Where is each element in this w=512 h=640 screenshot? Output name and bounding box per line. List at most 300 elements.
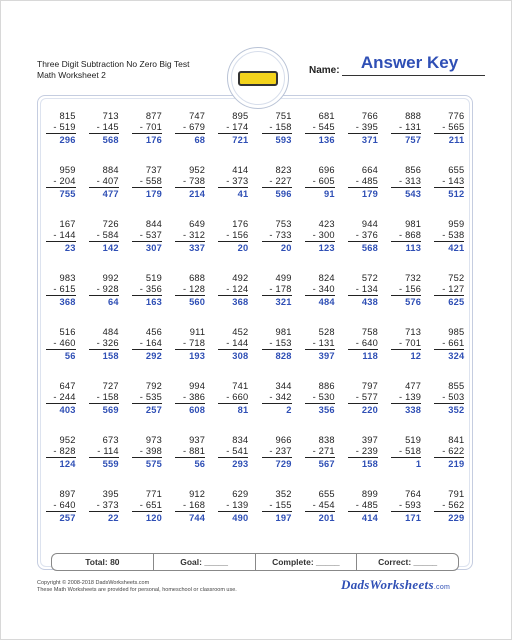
minuend: 713 bbox=[102, 111, 119, 121]
subtraction-problem bbox=[298, 273, 341, 327]
problem-stack bbox=[175, 327, 205, 362]
difference-answer: 567 bbox=[318, 459, 335, 469]
minuend: 877 bbox=[145, 111, 162, 121]
problem-stack bbox=[262, 381, 292, 416]
problem-stack bbox=[434, 111, 464, 146]
problem-stack bbox=[218, 219, 248, 254]
subtrahend: - 239 bbox=[348, 446, 378, 459]
subtraction-problem bbox=[125, 111, 168, 165]
minuend: 751 bbox=[275, 111, 292, 121]
minuend: 992 bbox=[102, 273, 119, 283]
difference-answer: 201 bbox=[318, 513, 335, 523]
subtraction-problem bbox=[298, 381, 341, 435]
subtrahend: - 541 bbox=[218, 446, 248, 459]
subtraction-problem bbox=[385, 219, 428, 273]
problem-stack bbox=[262, 327, 292, 362]
difference-answer: 220 bbox=[361, 405, 378, 415]
problem-stack bbox=[348, 273, 378, 308]
problem-stack bbox=[305, 489, 335, 524]
subtrahend: - 373 bbox=[89, 500, 119, 513]
minuend: 727 bbox=[102, 381, 119, 391]
subtrahend: - 164 bbox=[132, 338, 162, 351]
problem-stack bbox=[391, 381, 421, 416]
problem-stack bbox=[175, 435, 205, 470]
problem-stack bbox=[305, 381, 335, 416]
problem-stack bbox=[89, 435, 119, 470]
subtraction-problem bbox=[341, 219, 384, 273]
subtraction-problem bbox=[82, 273, 125, 327]
subtrahend: - 376 bbox=[348, 230, 378, 243]
difference-answer: 403 bbox=[59, 405, 76, 415]
subtrahend: - 660 bbox=[218, 392, 248, 405]
difference-answer: 219 bbox=[448, 459, 465, 469]
problem-stack bbox=[218, 165, 248, 200]
subtrahend: - 158 bbox=[89, 392, 119, 405]
subtrahend: - 565 bbox=[434, 122, 464, 135]
subtraction-problem bbox=[428, 489, 471, 543]
minuend: 741 bbox=[232, 381, 249, 391]
problem-stack bbox=[132, 165, 162, 200]
copyright-line-1: Copyright © 2008-2018 DadsWorksheets.com bbox=[37, 580, 150, 586]
problem-stack bbox=[348, 381, 378, 416]
difference-answer: 23 bbox=[64, 243, 76, 253]
subtrahend: - 503 bbox=[434, 392, 464, 405]
subtraction-problem bbox=[428, 165, 471, 219]
difference-answer: 371 bbox=[361, 135, 378, 145]
difference-answer: 625 bbox=[448, 297, 465, 307]
problem-stack bbox=[89, 273, 119, 308]
complete-field: Complete: _____ bbox=[256, 554, 358, 570]
minuend: 764 bbox=[405, 489, 422, 499]
problem-stack bbox=[175, 489, 205, 524]
subtraction-problem bbox=[82, 111, 125, 165]
minuend: 414 bbox=[232, 165, 249, 175]
subtraction-problem bbox=[298, 219, 341, 273]
minuend: 516 bbox=[59, 327, 76, 337]
subtraction-problem bbox=[212, 327, 255, 381]
title-line-1: Three Digit Subtraction No Zero Big Test bbox=[37, 59, 190, 69]
minuend: 912 bbox=[189, 489, 206, 499]
difference-answer: 179 bbox=[361, 189, 378, 199]
minuend: 395 bbox=[102, 489, 119, 499]
minuend: 528 bbox=[318, 327, 335, 337]
subtrahend: - 398 bbox=[132, 446, 162, 459]
subtraction-problem bbox=[125, 219, 168, 273]
subtrahend: - 373 bbox=[218, 176, 248, 189]
subtraction-problem bbox=[428, 273, 471, 327]
minuend: 981 bbox=[405, 219, 422, 229]
minuend: 766 bbox=[361, 111, 378, 121]
difference-answer: 118 bbox=[362, 351, 378, 361]
difference-answer: 721 bbox=[232, 135, 249, 145]
problem-stack bbox=[391, 111, 421, 146]
subtrahend: - 701 bbox=[391, 338, 421, 351]
problem-stack bbox=[89, 489, 119, 524]
problem-stack bbox=[89, 165, 119, 200]
problem-stack bbox=[262, 273, 292, 308]
subtrahend: - 313 bbox=[391, 176, 421, 189]
difference-answer: 158 bbox=[361, 459, 378, 469]
difference-answer: 568 bbox=[361, 243, 378, 253]
difference-answer: 171 bbox=[405, 513, 422, 523]
difference-answer: 193 bbox=[189, 351, 206, 361]
problem-stack bbox=[218, 327, 248, 362]
subtraction-problem bbox=[212, 111, 255, 165]
minuend: 985 bbox=[448, 327, 465, 337]
subtrahend: - 204 bbox=[46, 176, 76, 189]
total-count: Total: 80 bbox=[52, 554, 154, 570]
subtraction-problem bbox=[169, 273, 212, 327]
subtraction-problem bbox=[82, 381, 125, 435]
difference-answer: 560 bbox=[189, 297, 206, 307]
score-bar bbox=[51, 553, 459, 571]
difference-answer: 477 bbox=[102, 189, 119, 199]
difference-answer: 64 bbox=[108, 297, 119, 307]
subtrahend: - 605 bbox=[305, 176, 335, 189]
difference-answer: 22 bbox=[108, 513, 119, 523]
problem-stack bbox=[348, 435, 378, 470]
difference-answer: 596 bbox=[275, 189, 292, 199]
name-label: Name: bbox=[309, 65, 340, 76]
subtrahend: - 326 bbox=[89, 338, 119, 351]
subtrahend: - 168 bbox=[175, 500, 205, 513]
difference-answer: 56 bbox=[64, 351, 76, 361]
subtrahend: - 651 bbox=[132, 500, 162, 513]
minuend: 344 bbox=[275, 381, 292, 391]
problem-stack bbox=[46, 381, 76, 416]
subtraction-problem bbox=[428, 381, 471, 435]
problem-stack bbox=[434, 435, 464, 470]
subtraction-problem bbox=[298, 165, 341, 219]
problem-stack bbox=[305, 435, 335, 470]
subtrahend: - 584 bbox=[89, 230, 119, 243]
subtraction-problem bbox=[125, 435, 168, 489]
difference-answer: 41 bbox=[237, 189, 249, 199]
subtrahend: - 144 bbox=[46, 230, 76, 243]
difference-answer: 321 bbox=[275, 297, 292, 307]
subtrahend: - 300 bbox=[305, 230, 335, 243]
subtraction-problem bbox=[255, 435, 298, 489]
subtrahend: - 386 bbox=[175, 392, 205, 405]
problem-stack bbox=[175, 111, 205, 146]
minuend: 791 bbox=[448, 489, 465, 499]
minuend: 824 bbox=[318, 273, 335, 283]
subtraction-problem bbox=[82, 165, 125, 219]
difference-answer: 757 bbox=[405, 135, 422, 145]
problem-stack bbox=[434, 489, 464, 524]
minuend: 959 bbox=[448, 219, 465, 229]
minuend: 895 bbox=[232, 111, 249, 121]
goal-field: Goal: _____ bbox=[154, 554, 256, 570]
subtrahend: - 622 bbox=[434, 446, 464, 459]
minuend: 834 bbox=[232, 435, 249, 445]
subtraction-problem bbox=[125, 327, 168, 381]
difference-answer: 337 bbox=[189, 243, 206, 253]
subtrahend: - 718 bbox=[175, 338, 205, 351]
difference-answer: 1 bbox=[415, 459, 422, 469]
difference-answer: 308 bbox=[232, 351, 249, 361]
subtraction-problem bbox=[255, 489, 298, 543]
subtraction-problem bbox=[341, 165, 384, 219]
subtrahend: - 679 bbox=[175, 122, 205, 135]
subtrahend: - 178 bbox=[262, 284, 292, 297]
answer-key-title: Answer Key bbox=[360, 53, 459, 72]
subtrahend: - 733 bbox=[262, 230, 292, 243]
subtraction-problem bbox=[341, 327, 384, 381]
minuend: 844 bbox=[145, 219, 162, 229]
minuend: 397 bbox=[361, 435, 378, 445]
difference-answer: 176 bbox=[145, 135, 162, 145]
problem-stack bbox=[391, 273, 421, 308]
subtrahend: - 545 bbox=[305, 122, 335, 135]
minuend: 886 bbox=[318, 381, 335, 391]
difference-answer: 568 bbox=[102, 135, 119, 145]
problem-stack bbox=[434, 165, 464, 200]
subtraction-problem bbox=[212, 273, 255, 327]
subtrahend: - 615 bbox=[46, 284, 76, 297]
subtraction-problem bbox=[385, 489, 428, 543]
subtrahend: - 156 bbox=[218, 230, 248, 243]
minuend: 673 bbox=[102, 435, 119, 445]
minuend: 681 bbox=[318, 111, 335, 121]
subtraction-problem bbox=[39, 219, 82, 273]
problem-stack bbox=[89, 219, 119, 254]
difference-answer: 158 bbox=[102, 351, 119, 361]
minuend: 572 bbox=[361, 273, 378, 283]
problem-stack bbox=[348, 489, 378, 524]
subtraction-problem bbox=[212, 165, 255, 219]
problem-grid bbox=[39, 111, 471, 543]
subtraction-problem bbox=[255, 273, 298, 327]
difference-answer: 559 bbox=[102, 459, 119, 469]
subtrahend: - 342 bbox=[262, 392, 292, 405]
problem-stack bbox=[46, 435, 76, 470]
subtrahend: - 485 bbox=[348, 176, 378, 189]
difference-answer: 293 bbox=[232, 459, 249, 469]
problem-stack bbox=[132, 381, 162, 416]
minuend: 655 bbox=[318, 489, 335, 499]
subtrahend: - 134 bbox=[348, 284, 378, 297]
problem-stack bbox=[89, 111, 119, 146]
difference-answer: 113 bbox=[405, 243, 422, 253]
subtraction-problem bbox=[82, 435, 125, 489]
problem-stack bbox=[262, 219, 292, 254]
problem-stack bbox=[262, 165, 292, 200]
minuend: 499 bbox=[275, 273, 292, 283]
minuend: 649 bbox=[189, 219, 206, 229]
subtraction-problem bbox=[169, 219, 212, 273]
problem-stack bbox=[348, 111, 378, 146]
subtrahend: - 174 bbox=[218, 122, 248, 135]
subtraction-problem bbox=[39, 489, 82, 543]
minuend: 747 bbox=[189, 111, 206, 121]
subtrahend: - 139 bbox=[218, 500, 248, 513]
subtraction-problem bbox=[341, 381, 384, 435]
minuend: 981 bbox=[275, 327, 292, 337]
problem-stack bbox=[218, 489, 248, 524]
minuend: 937 bbox=[189, 435, 206, 445]
difference-answer: 352 bbox=[448, 405, 465, 415]
subtraction-problem bbox=[341, 435, 384, 489]
minuend: 477 bbox=[405, 381, 422, 391]
subtrahend: - 227 bbox=[262, 176, 292, 189]
problem-stack bbox=[391, 435, 421, 470]
correct-field: Correct: _____ bbox=[378, 557, 438, 567]
difference-answer: 257 bbox=[145, 405, 162, 415]
subtraction-problem bbox=[298, 489, 341, 543]
minuend: 758 bbox=[361, 327, 378, 337]
subtrahend: - 158 bbox=[262, 122, 292, 135]
minuend: 897 bbox=[59, 489, 76, 499]
subtrahend: - 407 bbox=[89, 176, 119, 189]
difference-answer: 20 bbox=[237, 243, 249, 253]
subtraction-problem bbox=[428, 111, 471, 165]
minuend: 911 bbox=[189, 327, 206, 337]
subtrahend: - 535 bbox=[132, 392, 162, 405]
problem-stack bbox=[89, 327, 119, 362]
minuend: 752 bbox=[448, 273, 465, 283]
worksheet-title bbox=[37, 59, 189, 81]
subtraction-problem bbox=[212, 435, 255, 489]
subtraction-problem bbox=[82, 219, 125, 273]
problem-stack bbox=[132, 219, 162, 254]
problem-stack bbox=[305, 165, 335, 200]
subtrahend: - 661 bbox=[434, 338, 464, 351]
difference-answer: 338 bbox=[405, 405, 422, 415]
subtraction-problem bbox=[341, 111, 384, 165]
subtrahend: - 738 bbox=[175, 176, 205, 189]
minuend: 841 bbox=[448, 435, 465, 445]
minuend: 797 bbox=[361, 381, 378, 391]
subtrahend: - 640 bbox=[348, 338, 378, 351]
subtrahend: - 114 bbox=[89, 446, 119, 459]
difference-answer: 484 bbox=[318, 297, 335, 307]
subtrahend: - 530 bbox=[305, 392, 335, 405]
minuend: 983 bbox=[59, 273, 76, 283]
subtrahend: - 237 bbox=[262, 446, 292, 459]
subtraction-problem bbox=[255, 327, 298, 381]
subtrahend: - 356 bbox=[132, 284, 162, 297]
difference-answer: 124 bbox=[59, 459, 76, 469]
problem-stack bbox=[348, 219, 378, 254]
subtraction-problem bbox=[385, 165, 428, 219]
minuend: 688 bbox=[189, 273, 206, 283]
subtrahend: - 145 bbox=[89, 122, 119, 135]
difference-answer: 438 bbox=[361, 297, 378, 307]
minuend: 838 bbox=[318, 435, 335, 445]
difference-answer: 543 bbox=[405, 189, 422, 199]
subtraction-problem bbox=[39, 165, 82, 219]
minuend: 792 bbox=[145, 381, 162, 391]
difference-answer: 179 bbox=[145, 189, 162, 199]
subtrahend: - 153 bbox=[262, 338, 292, 351]
minuend: 713 bbox=[405, 327, 422, 337]
subtrahend: - 485 bbox=[348, 500, 378, 513]
subtraction-problem bbox=[341, 273, 384, 327]
problem-stack bbox=[434, 327, 464, 362]
minuend: 966 bbox=[275, 435, 292, 445]
problem-stack bbox=[175, 273, 205, 308]
difference-answer: 755 bbox=[59, 189, 76, 199]
subtraction-problem bbox=[255, 381, 298, 435]
problem-stack bbox=[132, 111, 162, 146]
subtrahend: - 131 bbox=[391, 122, 421, 135]
minuend: 519 bbox=[405, 435, 422, 445]
subtraction-problem bbox=[169, 435, 212, 489]
subtraction-problem bbox=[385, 435, 428, 489]
difference-answer: 296 bbox=[59, 135, 76, 145]
subtraction-problem bbox=[385, 111, 428, 165]
difference-answer: 744 bbox=[189, 513, 206, 523]
subtraction-problem bbox=[125, 273, 168, 327]
difference-answer: 292 bbox=[145, 351, 162, 361]
difference-answer: 68 bbox=[194, 135, 206, 145]
subtraction-problem bbox=[125, 489, 168, 543]
minuend: 771 bbox=[145, 489, 162, 499]
difference-answer: 142 bbox=[102, 243, 119, 253]
minuend: 856 bbox=[405, 165, 422, 175]
subtrahend: - 558 bbox=[132, 176, 162, 189]
minuend: 452 bbox=[232, 327, 249, 337]
difference-answer: 257 bbox=[59, 513, 76, 523]
subtrahend: - 144 bbox=[218, 338, 248, 351]
problem-stack bbox=[348, 165, 378, 200]
problem-stack bbox=[175, 381, 205, 416]
subtraction-problem bbox=[385, 381, 428, 435]
dadsworksheets-logo bbox=[341, 577, 450, 593]
subtraction-problem bbox=[125, 381, 168, 435]
minuend: 823 bbox=[275, 165, 292, 175]
subtraction-problem bbox=[39, 381, 82, 435]
difference-answer: 421 bbox=[448, 243, 465, 253]
subtraction-problem bbox=[169, 165, 212, 219]
subtrahend: - 593 bbox=[391, 500, 421, 513]
difference-answer: 324 bbox=[448, 351, 465, 361]
minuend: 959 bbox=[59, 165, 76, 175]
subtraction-problem bbox=[298, 435, 341, 489]
difference-answer: 608 bbox=[189, 405, 206, 415]
subtraction-problem bbox=[428, 435, 471, 489]
problem-stack bbox=[391, 327, 421, 362]
problem-stack bbox=[218, 273, 248, 308]
difference-answer: 368 bbox=[59, 297, 76, 307]
subtrahend: - 828 bbox=[46, 446, 76, 459]
problem-stack bbox=[132, 489, 162, 524]
minuend: 647 bbox=[59, 381, 76, 391]
problem-stack bbox=[434, 381, 464, 416]
minuend: 726 bbox=[102, 219, 119, 229]
subtrahend: - 562 bbox=[434, 500, 464, 513]
problem-stack bbox=[305, 273, 335, 308]
minuend: 519 bbox=[145, 273, 162, 283]
subtraction-problem bbox=[255, 111, 298, 165]
copyright-line-2: These Math Worksheets are provided for personal, homeschool or classroom use. bbox=[37, 587, 237, 593]
problem-stack bbox=[305, 219, 335, 254]
copyright-notice bbox=[37, 580, 237, 594]
subtraction-problem bbox=[385, 327, 428, 381]
minuend: 776 bbox=[448, 111, 465, 121]
subtraction-problem bbox=[39, 273, 82, 327]
difference-answer: 163 bbox=[145, 297, 162, 307]
difference-answer: 368 bbox=[232, 297, 249, 307]
subtrahend: - 538 bbox=[434, 230, 464, 243]
subtrahend: - 577 bbox=[348, 392, 378, 405]
subtrahend: - 928 bbox=[89, 284, 119, 297]
subtraction-problem bbox=[428, 327, 471, 381]
subtrahend: - 460 bbox=[46, 338, 76, 351]
problem-stack bbox=[175, 165, 205, 200]
subtrahend: - 143 bbox=[434, 176, 464, 189]
